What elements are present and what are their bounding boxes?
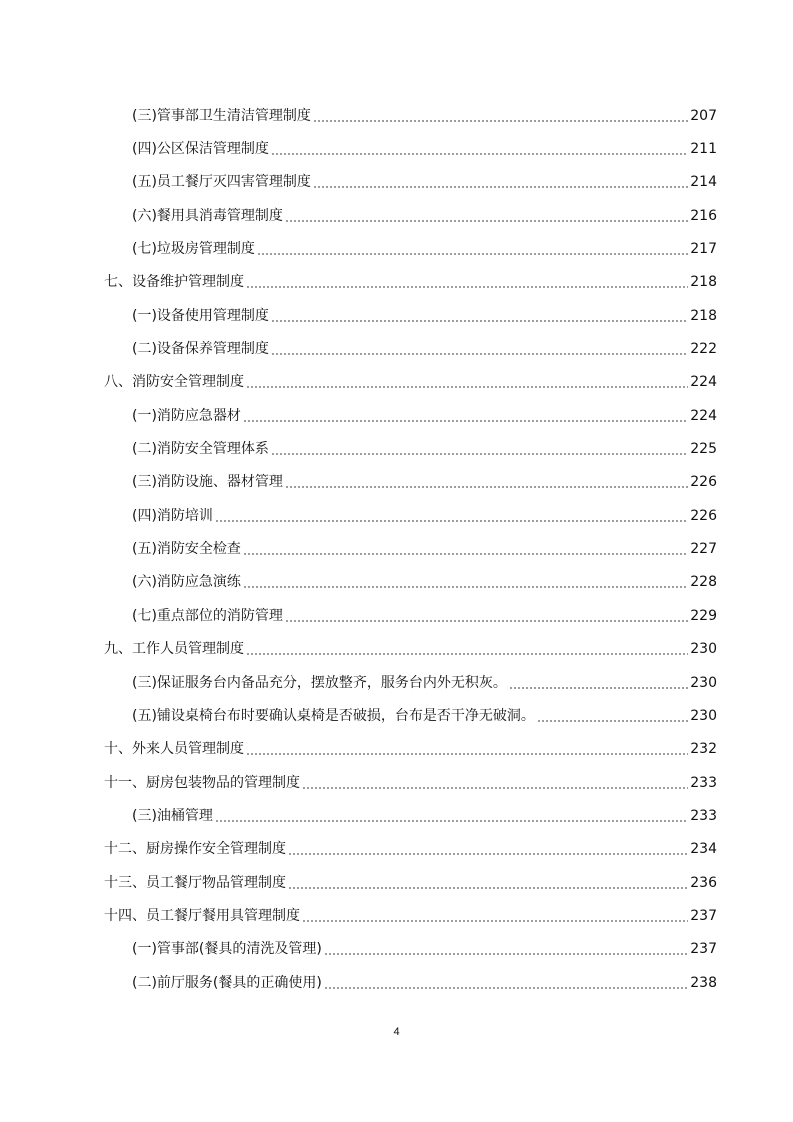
toc-entry-title: 九、工作人员管理制度 [104,641,244,658]
toc-entry[interactable] [0,633,793,666]
toc-dot-leader [271,153,688,155]
toc-dot-leader [215,520,688,522]
toc-entry-page: 233 [690,774,717,791]
toc-dot-leader [246,653,688,655]
toc-entry-title: (二)消防安全管理体系 [132,441,269,458]
toc-entry-page: 214 [690,174,717,191]
toc-dot-leader [285,620,688,622]
toc-entry[interactable] [0,499,793,532]
toc-dot-leader [313,120,688,122]
toc-dot-leader [271,320,688,322]
toc-entry-title: (四)消防培训 [132,507,213,524]
toc-entry-title: 十二、厨房操作安全管理制度 [104,841,286,858]
toc-entry-page: 224 [690,374,717,391]
toc-entry-title: (五)消防安全检查 [132,541,241,558]
toc-entry-page: 230 [690,674,717,691]
toc-dot-leader [246,286,688,288]
toc-entry[interactable] [0,132,793,165]
toc-dot-leader [302,920,688,922]
toc-entry-title: (三)管事部卫生清洁管理制度 [132,107,311,124]
toc-entry-page: 218 [690,274,717,291]
toc-entry[interactable] [0,666,793,699]
toc-entry[interactable] [0,599,793,632]
toc-entry[interactable] [0,332,793,365]
toc-entry-title: (三)消防设施、器材管理 [132,474,283,491]
toc-dot-leader [285,220,688,222]
toc-entry[interactable] [0,766,793,799]
toc-entry-page: 230 [690,707,717,724]
toc-entry[interactable] [0,733,793,766]
toc-entry-title: (二)前厅服务(餐具的正确使用) [132,974,322,991]
toc-entry-page: 211 [690,141,717,158]
toc-entry-page: 226 [690,474,717,491]
toc-entry[interactable] [0,899,793,932]
toc-entry-page: 222 [690,341,717,358]
toc-entry[interactable] [0,366,793,399]
toc-dot-leader [271,453,688,455]
toc-dot-leader [324,953,688,955]
toc-entry-title: (六)消防应急演练 [132,574,241,591]
toc-entry-page: 230 [690,641,717,658]
toc-entry-page: 234 [690,841,717,858]
toc-dot-leader [288,887,688,889]
toc-entry[interactable] [0,399,793,432]
toc-dot-leader [246,753,688,755]
toc-entry-page: 237 [690,941,717,958]
toc-entry[interactable] [0,299,793,332]
toc-entry-page: 207 [690,107,717,124]
toc-dot-leader [246,386,688,388]
toc-entry[interactable] [0,432,793,465]
toc-entry-title: (一)管事部(餐具的清洗及管理) [132,941,322,958]
toc-dot-leader [271,353,688,355]
toc-entry-page: 218 [690,307,717,324]
toc-entry-title: (一)设备使用管理制度 [132,307,269,324]
toc-entry-page: 233 [690,807,717,824]
toc-dot-leader [285,486,688,488]
toc-dot-leader [288,853,688,855]
page-number: 4 [393,1026,400,1038]
toc-entry-title: (七)重点部位的消防管理 [132,607,283,624]
toc-entry-title: 八、消防安全管理制度 [104,374,244,391]
toc-entry-title: (四)公区保洁管理制度 [132,141,269,158]
toc-entry[interactable] [0,166,793,199]
toc-entry-title: 十一、厨房包装物品的管理制度 [104,774,300,791]
toc-entry[interactable] [0,266,793,299]
toc-entry-title: 十、外来人员管理制度 [104,741,244,758]
toc-dot-leader [243,553,688,555]
toc-entry[interactable] [0,566,793,599]
toc-entry-page: 237 [690,907,717,924]
toc-entry-page: 217 [690,241,717,258]
toc-entry-page: 229 [690,607,717,624]
toc-entry[interactable] [0,199,793,232]
toc-dot-leader [243,586,688,588]
table-of-contents [0,99,793,999]
toc-entry-page: 216 [690,207,717,224]
toc-dot-leader [509,687,688,689]
toc-entry-page: 228 [690,574,717,591]
toc-entry-page: 236 [690,874,717,891]
toc-entry-page: 225 [690,441,717,458]
toc-entry-title: 十四、员工餐厅餐用具管理制度 [104,907,300,924]
toc-entry-title: (五)铺设桌椅台布时要确认桌椅是否破损，台布是否干净无破洞。 [132,707,535,724]
toc-entry[interactable] [0,466,793,499]
toc-dot-leader [257,253,688,255]
toc-entry-title: 十三、员工餐厅物品管理制度 [104,874,286,891]
toc-entry-title: (三)保证服务台内备品充分，摆放整齐，服务台内外无积灰。 [132,674,507,691]
toc-entry-title: (七)垃圾房管理制度 [132,241,255,258]
toc-entry-title: (一)消防应急器材 [132,407,241,424]
toc-entry[interactable] [0,799,793,832]
toc-entry-title: (五)员工餐厅灭四害管理制度 [132,174,311,191]
toc-dot-leader [324,987,688,989]
toc-entry[interactable] [0,699,793,732]
toc-entry[interactable] [0,532,793,565]
toc-dot-leader [302,787,688,789]
toc-entry-page: 232 [690,741,717,758]
toc-entry[interactable] [0,833,793,866]
toc-dot-leader [243,420,688,422]
toc-entry[interactable] [0,99,793,132]
toc-entry[interactable] [0,933,793,966]
toc-entry-page: 238 [690,974,717,991]
toc-entry[interactable] [0,232,793,265]
toc-dot-leader [313,186,688,188]
toc-entry-title: (二)设备保养管理制度 [132,341,269,358]
toc-entry-title: 七、设备维护管理制度 [104,274,244,291]
toc-entry[interactable] [0,866,793,899]
toc-entry[interactable] [0,966,793,999]
toc-entry-title: (三)油桶管理 [132,807,213,824]
toc-entry-page: 226 [690,507,717,524]
toc-dot-leader [215,820,688,822]
toc-dot-leader [537,720,688,722]
toc-entry-page: 224 [690,407,717,424]
toc-entry-title: (六)餐用具消毒管理制度 [132,207,283,224]
toc-entry-page: 227 [690,541,717,558]
